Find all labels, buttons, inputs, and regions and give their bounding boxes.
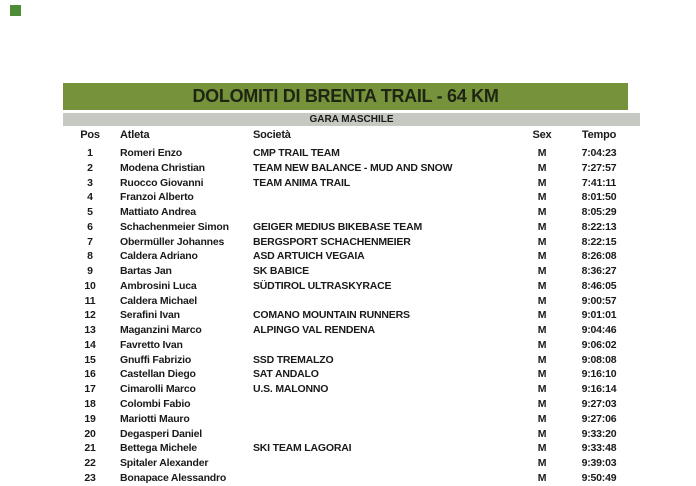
cell-sex: M <box>537 191 547 204</box>
cell-athlete: Serafini Ivan <box>120 309 180 322</box>
cell-time: 8:22:13 <box>581 220 617 233</box>
cell-time: 9:06:02 <box>581 338 617 351</box>
cell-time: 8:05:29 <box>581 206 617 219</box>
cell-team: COMANO MOUNTAIN RUNNERS <box>253 309 410 322</box>
cell-athlete: Modena Christian <box>120 161 205 174</box>
cell-team: SKI TEAM LAGORAI <box>253 442 352 455</box>
table-row <box>63 265 640 280</box>
cell-sex: M <box>537 398 547 411</box>
cell-time: 9:27:03 <box>581 398 617 411</box>
table-row <box>63 324 640 339</box>
cell-team: CMP TRAIL TEAM <box>253 147 340 159</box>
cell-sex: M <box>537 353 547 366</box>
cell-pos: 14 <box>84 338 96 351</box>
cell-sex: M <box>537 235 547 248</box>
cell-sex: M <box>537 250 547 263</box>
cell-pos: 20 <box>84 427 96 440</box>
cell-athlete: Ruocco Giovanni <box>120 176 204 189</box>
cell-pos: 9 <box>87 265 93 278</box>
table-row <box>63 295 640 310</box>
cell-sex: M <box>537 383 547 396</box>
cell-sex: M <box>537 265 547 278</box>
cell-team: ASD ARTUICH VEGAIA <box>253 250 365 263</box>
cell-time: 7:04:23 <box>581 147 617 159</box>
cell-team: SSD TREMALZO <box>253 353 334 366</box>
cell-sex: M <box>537 442 547 455</box>
cell-team: SK BABICE <box>253 265 309 278</box>
cell-pos: 4 <box>87 191 93 204</box>
cell-athlete: Bartas Jan <box>120 265 172 278</box>
cell-sex: M <box>537 220 547 233</box>
cell-athlete: Ambrosini Luca <box>120 279 197 292</box>
cell-team: SAT ANDALO <box>253 368 319 381</box>
cell-athlete: Maganzini Marco <box>120 324 202 337</box>
cell-team: TEAM NEW BALANCE - MUD AND SNOW <box>253 161 453 174</box>
cell-time: 9:33:48 <box>581 442 617 455</box>
cell-athlete: Colombi Fabio <box>120 398 191 411</box>
cell-time: 9:04:46 <box>581 324 617 337</box>
cell-time: 8:01:50 <box>581 191 617 204</box>
table-row <box>63 191 640 206</box>
cell-athlete: Cimarolli Marco <box>120 383 196 396</box>
cell-pos: 5 <box>87 206 93 219</box>
cell-pos: 16 <box>84 368 96 381</box>
table-row <box>63 428 640 443</box>
cell-pos: 23 <box>84 471 96 484</box>
cell-sex: M <box>537 427 547 440</box>
results-rows <box>63 147 640 486</box>
cell-time: 8:22:15 <box>581 235 617 248</box>
cell-athlete: Degasperi Daniel <box>120 427 202 440</box>
cell-sex: M <box>537 324 547 337</box>
cell-pos: 7 <box>87 235 93 248</box>
cell-sex: M <box>537 457 547 470</box>
cell-pos: 3 <box>87 176 93 189</box>
cell-athlete: Franzoi Alberto <box>120 191 194 204</box>
cell-athlete: Caldera Adriano <box>120 250 198 263</box>
cell-time: 9:33:20 <box>581 427 617 440</box>
cell-pos: 6 <box>87 220 93 233</box>
cell-time: 9:16:14 <box>581 383 617 396</box>
table-row <box>63 368 640 383</box>
cell-athlete: Gnuffi Fabrizio <box>120 353 192 366</box>
cell-time: 8:36:27 <box>581 265 617 278</box>
table-row <box>63 236 640 251</box>
cell-sex: M <box>537 368 547 381</box>
column-header-atleta: Atleta <box>120 129 150 141</box>
race-title: DOLOMITI DI BRENTA TRAIL - 64 KM <box>192 86 499 106</box>
cell-time: 7:27:57 <box>581 161 617 174</box>
table-row <box>63 206 640 221</box>
table-row <box>63 280 640 295</box>
cell-pos: 17 <box>84 383 96 396</box>
cell-sex: M <box>537 309 547 322</box>
cell-sex: M <box>537 147 547 159</box>
cell-team: ALPINGO VAL RENDENA <box>253 324 375 337</box>
cell-athlete: Spitaler Alexander <box>120 457 209 470</box>
column-header-societa: Società <box>253 129 291 141</box>
cell-pos: 2 <box>87 161 93 174</box>
cell-pos: 11 <box>84 294 96 307</box>
table-row <box>63 250 640 265</box>
cell-athlete: Mattiato Andrea <box>120 206 196 219</box>
table-row <box>63 147 640 162</box>
cell-time: 9:27:06 <box>581 412 617 425</box>
cell-time: 9:01:01 <box>581 309 617 322</box>
cell-sex: M <box>537 206 547 219</box>
table-row <box>63 339 640 354</box>
table-row <box>63 177 640 192</box>
column-header-tempo: Tempo <box>581 129 617 141</box>
table-row <box>63 162 640 177</box>
table-row <box>63 442 640 457</box>
category-label: GARA MASCHILE <box>309 114 394 125</box>
cell-sex: M <box>537 279 547 292</box>
cell-pos: 10 <box>84 279 96 292</box>
table-row <box>63 413 640 428</box>
cell-athlete: Schachenmeier Simon <box>120 220 229 233</box>
cell-pos: 22 <box>84 457 96 470</box>
cell-sex: M <box>537 412 547 425</box>
cell-pos: 1 <box>87 147 93 159</box>
cell-athlete: Favretto Ivan <box>120 338 183 351</box>
cell-time: 9:39:03 <box>581 457 617 470</box>
column-header-sex: Sex <box>532 129 552 141</box>
cell-athlete: Romeri Enzo <box>120 147 182 159</box>
cell-team: BERGSPORT SCHACHENMEIER <box>253 235 411 248</box>
cell-time: 9:16:10 <box>581 368 617 381</box>
cell-athlete: Bonapace Alessandro <box>120 471 227 484</box>
table-row <box>63 383 640 398</box>
table-row <box>63 457 640 472</box>
cell-time: 9:50:49 <box>581 471 617 484</box>
cell-pos: 13 <box>84 324 96 337</box>
cell-athlete: Caldera Michael <box>120 294 197 307</box>
cell-sex: M <box>537 471 547 484</box>
cell-time: 9:00:57 <box>581 294 617 307</box>
cell-athlete: Mariotti Mauro <box>120 412 190 425</box>
table-row <box>63 354 640 369</box>
cell-sex: M <box>537 176 547 189</box>
cell-sex: M <box>537 294 547 307</box>
cell-team: TEAM ANIMA TRAIL <box>253 176 350 189</box>
cell-pos: 18 <box>84 398 96 411</box>
cell-team: U.S. MALONNO <box>253 383 329 396</box>
cell-pos: 21 <box>84 442 96 455</box>
cell-team: SÜDTIROL ULTRASKYRACE <box>253 279 392 292</box>
cell-sex: M <box>537 338 547 351</box>
cell-pos: 19 <box>84 412 96 425</box>
cell-time: 8:46:05 <box>581 279 617 292</box>
table-row <box>63 309 640 324</box>
cell-pos: 12 <box>84 309 96 322</box>
table-row <box>63 398 640 413</box>
cell-sex: M <box>537 161 547 174</box>
cell-time: 8:26:08 <box>581 250 617 263</box>
cell-time: 7:41:11 <box>581 176 617 189</box>
table-header-row <box>63 129 640 144</box>
cell-time: 9:08:08 <box>581 353 617 366</box>
table-row <box>63 472 640 486</box>
cell-pos: 8 <box>87 250 93 263</box>
cell-athlete: Obermüller Johannes <box>120 235 225 248</box>
table-row <box>63 221 640 236</box>
race-title-banner <box>63 83 628 110</box>
corner-green-mark <box>10 5 21 16</box>
column-header-pos: Pos <box>80 129 100 141</box>
cell-athlete: Castellan Diego <box>120 368 196 381</box>
cell-pos: 15 <box>84 353 96 366</box>
cell-team: GEIGER MEDIUS BIKEBASE TEAM <box>253 220 423 233</box>
category-banner <box>63 113 640 126</box>
cell-athlete: Bettega Michele <box>120 442 197 455</box>
